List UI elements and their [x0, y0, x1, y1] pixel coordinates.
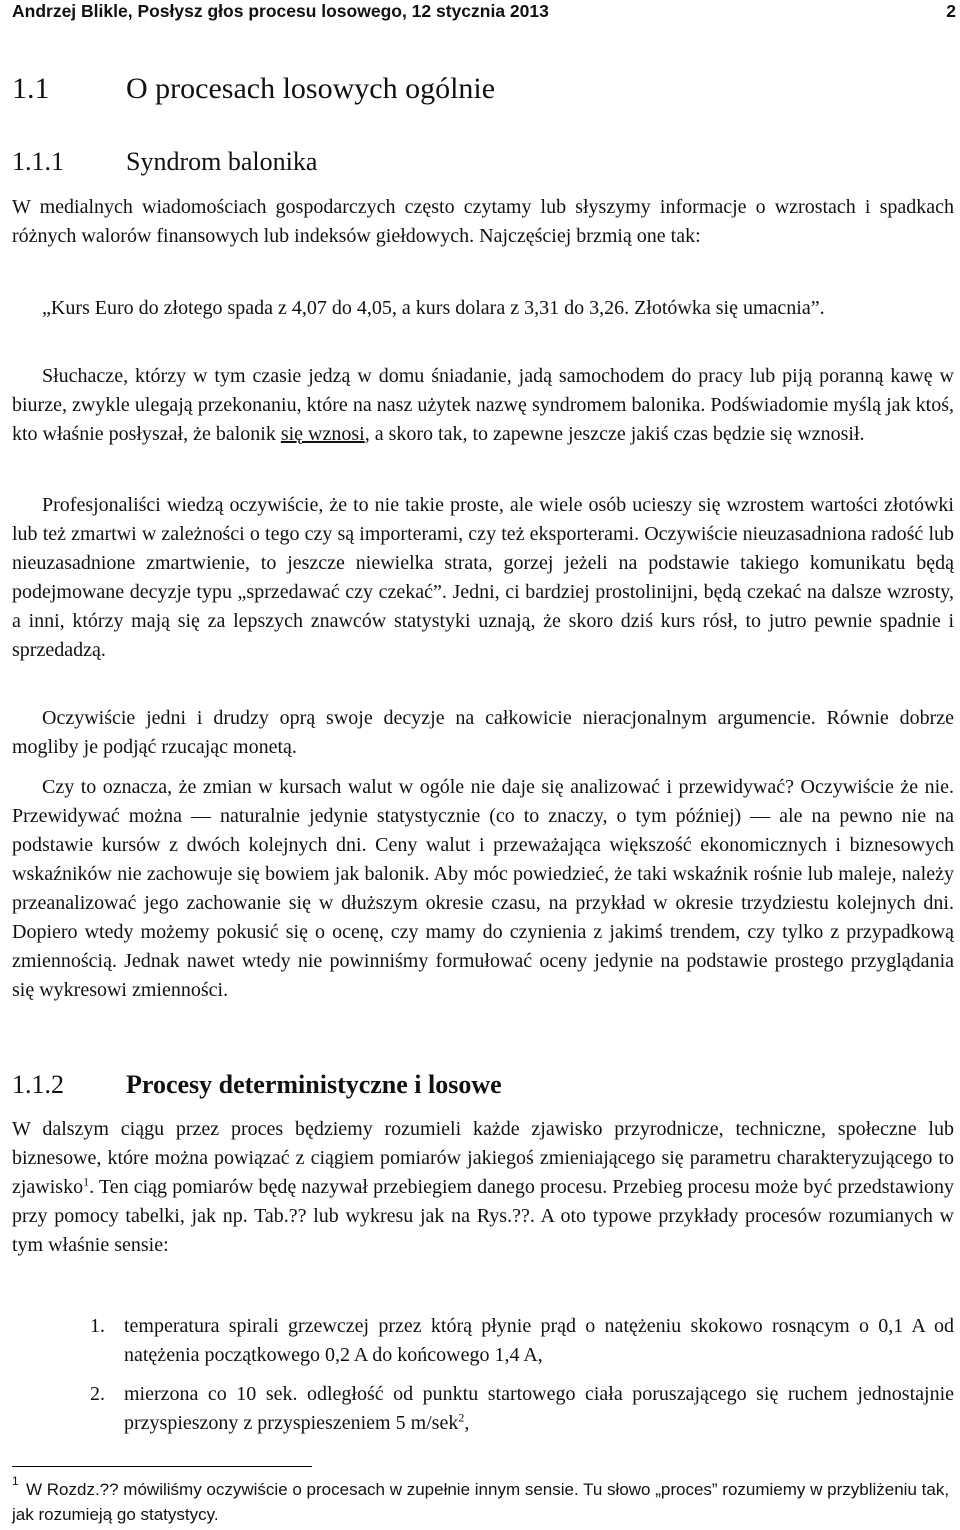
document-page: [12, 0, 958, 1530]
text-run: . Ten ciąg pomiarów będę nazywał przebiegiem danego procesu. Przebieg procesu może być przedstawiony przy pomocy tabelki, jak np. Tab.?? lub wykresu jak na Rys.??. A oto typowe przykłady procesów rozumianych w tym właśnie sensie:: [12, 1176, 954, 1256]
paragraph: [12, 1115, 954, 1260]
footnote-text: W Rozdz.?? mówiliśmy oczywiście o procesach w zupełnie innym sensie. Tu słowo „proces” rozumiemy w przybliżeniu tak, jak rozumieją go statystycy.: [12, 1480, 950, 1524]
text-run: Słuchacze, którzy w tym czasie jedzą w domu śniadanie, jadą samochodem do pracy lub piją poranną kawę w biurze, zwykle ulegają przekonaniu, które na nasz użytek nazwę syndromem balonika. Podświadomie myślą jak ktoś, kto właśnie posłyszał, że balonik: [12, 365, 954, 445]
section-title: O procesach losowych ogólnie: [126, 72, 496, 105]
list-number: 2.: [90, 1383, 105, 1405]
section-heading-1-1: [12, 72, 495, 106]
section-number: 1.1.1: [12, 147, 64, 176]
page-number: 2: [946, 1, 956, 21]
superscript: 2: [458, 1410, 465, 1425]
section-number: 1.1.2: [12, 1070, 64, 1099]
section-heading-1-1-1: [12, 147, 317, 177]
text-run: W dalszym ciągu przez proces będziemy rozumieli każde zjawisko przyrodnicze, techniczne, społeczne lub biznesowe, które można powiązać z ciągiem pomiarów jakiegoś zmieniającego się parametru charakteryzującego to zjawisko: [12, 1118, 954, 1198]
footnote-ref[interactable]: 1: [83, 1174, 90, 1189]
list-text: temperatura spirali grzewczej przez którą płynie prąd o natężeniu skokowo rosnącym o 0,1 A od natężenia początkowego 0,2 A do końcowego 1,4 A,: [124, 1315, 954, 1366]
paragraph: Oczywiście jedni i drudzy oprą swoje decyzje na całkowicie nieracjonalnym argumencie. Równie dobrze mogliby je podjąć rzucając monetą.: [12, 707, 954, 758]
paragraph: Profesjonaliści wiedzą oczywiście, że to nie takie proste, ale wiele osób ucieszy się wzrostem wartości złotówki lub też zmartwi w zależności o tego czy są importerami, czy też eksporterami. Oczywiście nieuzasadniona radość lub nieuzasadnione zmartwienie, to jeszcze niewielka strata, gorzej jeżeli na podstawie takiego komunikatu będą podejmowane decyzje typu „sprzedawać czy czekać”. Jedni, ci bardziej prostolinijni, będą czekać na dalsze wzrosty, a inni, którzy mają się za lepszych znawców statystyki uznają, że skoro dziś kurs rósł, to jutro pewnie spadnie i sprzedadzą.: [12, 494, 954, 661]
text-run: , a skoro tak, to zapewne jeszcze jakiś czas będzie się wznosił.: [364, 423, 865, 445]
quote-paragraph: „Kurs Euro do złotego spada z 4,07 do 4,05, a kurs dolara z 3,31 do 3,26. Złotówka się umacnia”.: [42, 297, 825, 319]
footnote: [12, 1474, 954, 1527]
numbered-list: [12, 1312, 954, 1438]
list-item: [12, 1312, 954, 1370]
section-heading-1-1-2: [12, 1070, 502, 1100]
paragraph: Czy to oznacza, że zmian w kursach walut w ogóle nie daje się analizować i przewidywać? Oczywiście że nie. Przewidywać można — naturalnie jedynie statystycznie (co to znaczy, o tym później) — ale na pewno nie na podstawie kursów z dwóch kolejnych dni. Ceny walut i przeważająca większość ekonomicznych i biznesowych wskaźników nie zachowuje się bowiem jak balonik. Aby móc powiedzieć, że taki wskaźnik rośnie lub maleje, należy przeanalizować jego zachowanie się w dłuższym okresie czasu, na przykład w okresie trzydziestu kolejnych dni. Dopiero wtedy możemy pokusić się o ocenę, czy mamy do czynienia z jakimś trendem, czy tylko z przypadkową zmiennością. Jednak nawet wtedy nie powinniśmy formułować oceny jedynie na podstawie prostego przyglądania się wykresowi zmienności.: [12, 776, 954, 1001]
section-title: Syndrom balonika: [126, 147, 318, 176]
list-item: [12, 1380, 954, 1438]
list-number: 1.: [90, 1315, 105, 1337]
paragraph: [12, 362, 954, 449]
footnote-number: 1: [12, 1474, 19, 1488]
footnote-separator: [12, 1466, 312, 1467]
underlined-text: się wznosi: [280, 423, 365, 445]
header-title: Andrzej Blikle, Posłysz głos procesu losowego, 12 stycznia 2013: [12, 1, 549, 21]
section-title: Procesy deterministyczne i losowe: [126, 1070, 502, 1099]
section-number: 1.1: [12, 72, 50, 105]
running-header: [12, 1, 958, 21]
list-text: mierzona co 10 sek. odległość od punktu startowego ciała poruszającego się ruchem jednostajnie przyspieszony z przyspieszeniem 5 m/sek: [124, 1383, 954, 1434]
list-text-tail: ,: [464, 1412, 470, 1434]
paragraph: W medialnych wiadomościach gospodarczych często czytamy lub słyszymy informacje o wzrostach i spadkach różnych walorów finansowych lub indeksów giełdowych. Najczęściej brzmią one tak:: [12, 196, 954, 247]
